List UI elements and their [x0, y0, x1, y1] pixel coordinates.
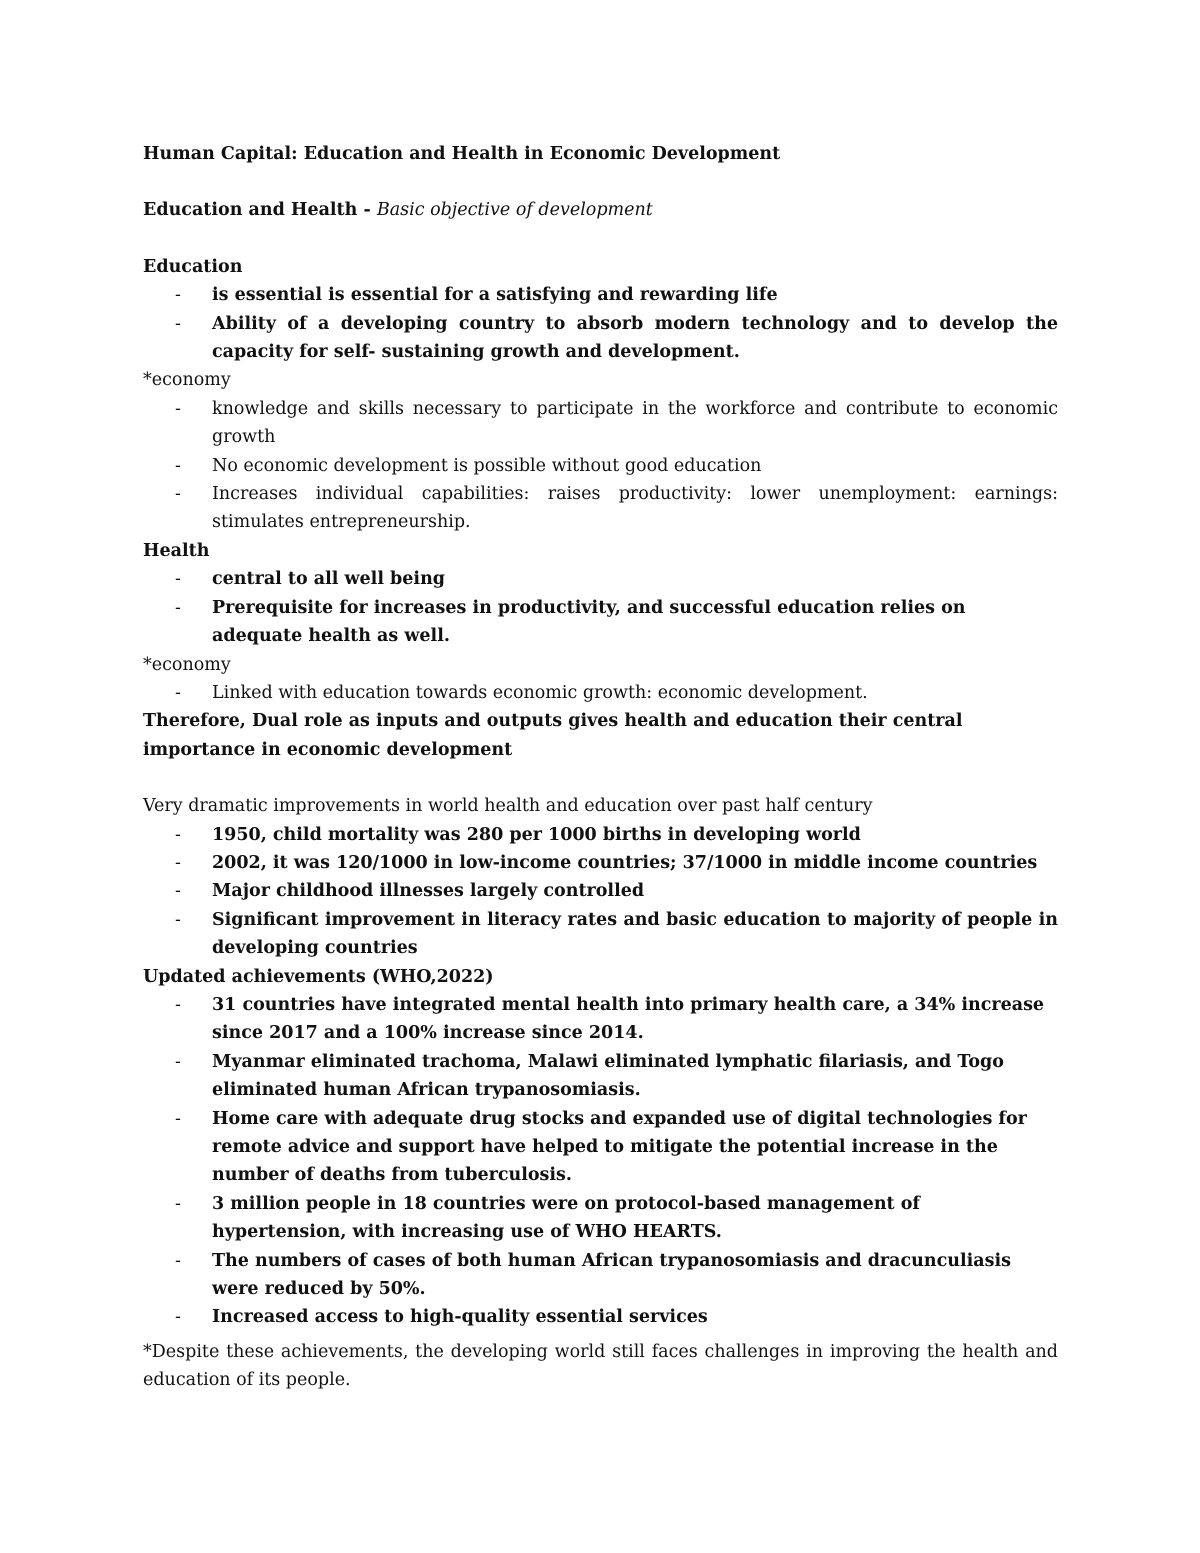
updated-list [143, 991, 1058, 1332]
list-item: - Significant improvement in literacy rates and basic education to majority of people in developing countries [143, 906, 1058, 963]
subtitle-italic: Basic objective of development [376, 200, 653, 221]
document-page [143, 140, 1058, 1395]
list-item: - Ability of a developing country to absorb modern technology and to develop the capacity for self- sustaining growth and development. [143, 310, 1058, 367]
health-economy-list [143, 679, 1058, 707]
list-item: - Prerequisite for increases in productivity, and successful education relies on adequate health as well. [143, 594, 1058, 651]
list-item: - Increases individual capabilities: raises productivity: lower unemployment: earnings: stimulates entrepreneurship. [143, 480, 1058, 537]
spacer [143, 225, 1058, 253]
education-economy-label: *economy [143, 370, 231, 391]
list-item: - 1950, child mortality was 280 per 1000 births in developing world [143, 821, 1058, 849]
list-item: - Major childhood illnesses largely controlled [143, 877, 1058, 905]
health-economy-label: *economy [143, 654, 231, 675]
list-item: - is essential is essential for a satisfying and rewarding life [143, 281, 1058, 309]
health-bold-list [143, 565, 1058, 650]
education-bold-list [143, 281, 1058, 366]
list-item: - Myanmar eliminated trachoma, Malawi eliminated lymphatic filariasis, and Togo eliminated human African trypanosomiasis. [143, 1048, 1058, 1105]
improvements-list [143, 821, 1058, 963]
list-item: - Home care with adequate drug stocks and expanded use of digital technologies for remote advice and support have helped to mitigate the potential increase in the number of deaths from tuberculosis. [143, 1105, 1058, 1190]
list-item: - The numbers of cases of both human African trypanosomiasis and dracunculiasis were reduced by 50%. [143, 1247, 1058, 1304]
list-item: - No economic development is possible without good education [143, 452, 1058, 480]
improvements-intro: Very dramatic improvements in world health and education over past half century [143, 796, 873, 817]
list-item: - Increased access to high-quality essential services [143, 1303, 1058, 1331]
education-economy-list [143, 395, 1058, 537]
list-item: - Linked with education towards economic growth: economic development. [143, 679, 1058, 707]
spacer [143, 764, 1058, 792]
updated-heading: Updated achievements (WHO,2022) [143, 966, 494, 987]
closing-note: *Despite these achievements, the developing world still faces challenges in improving the health and education of its people. [143, 1341, 1058, 1391]
list-item: - 2002, it was 120/1000 in low-income countries; 37/1000 in middle income countries [143, 849, 1058, 877]
health-heading: Health [143, 540, 210, 561]
education-heading: Education [143, 256, 243, 277]
subtitle [143, 196, 1058, 224]
spacer [143, 168, 1058, 196]
list-item: - central to all well being [143, 565, 1058, 593]
list-item: - 3 million people in 18 countries were on protocol-based management of hypertension, with increasing use of WHO HEARTS. [143, 1190, 1058, 1247]
page-title: Human Capital: Education and Health in Economic Development [143, 144, 781, 164]
conclusion-text: Therefore, Dual role as inputs and outputs gives health and education their central importance in economic development [143, 711, 963, 760]
subtitle-lead: Education and Health - [143, 200, 377, 221]
list-item: - knowledge and skills necessary to participate in the workforce and contribute to economic growth [143, 395, 1058, 452]
list-item: - 31 countries have integrated mental health into primary health care, a 34% increase since 2017 and a 100% increase since 2014. [143, 991, 1058, 1048]
